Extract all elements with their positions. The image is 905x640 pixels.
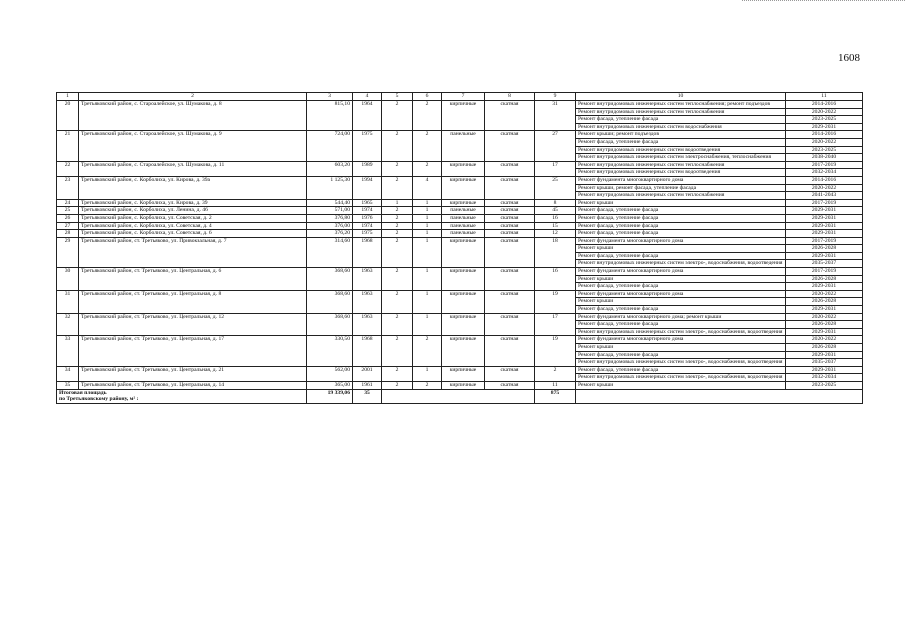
scan-edge-noise: [742, 0, 905, 3]
cell-apts: 16: [535, 214, 576, 222]
cell-wall: панельные: [442, 230, 485, 238]
cell-wall: кирпичные: [442, 366, 485, 381]
cell-n: 22: [57, 161, 79, 176]
cell-n: 26: [57, 214, 79, 222]
cell-entr: 1: [413, 207, 442, 215]
cell-work-type: Ремонт внутридомовых инженерных систем теплоснабжения: [576, 161, 786, 169]
cell-area: 376,80: [307, 214, 353, 222]
cell-work-period: 2017-2019: [786, 199, 863, 207]
cell-area: 368,60: [307, 313, 353, 336]
cell-work-type: Ремонт фасада, утепление фасада: [576, 351, 786, 359]
column-number: 8: [485, 93, 535, 101]
cell-year: 1974: [353, 207, 382, 215]
cell-work-period: 2032-2034: [786, 169, 863, 177]
cell-entr: 1: [413, 199, 442, 207]
table-row: [57, 199, 863, 207]
cell-work-type: Ремонт фасада, утепление фасада: [576, 138, 786, 146]
cell-year: 1968: [353, 237, 382, 267]
cell-floors: 2: [382, 176, 413, 199]
cell-work-type: Ремонт фундамента многоквартирного дома: [576, 237, 786, 245]
cell-work-period: 2029-2031: [786, 214, 863, 222]
cell-work-type: Ремонт внутридомовых инженерных систем теплоснабжения; ремонт подъездов: [576, 101, 786, 109]
cell-work-period: 2035-2037: [786, 260, 863, 268]
table-row: [57, 381, 863, 389]
table-row: [57, 237, 863, 245]
cell-floors: 2: [382, 222, 413, 230]
cell-year: 1994: [353, 176, 382, 199]
cell-n: 23: [57, 176, 79, 199]
cell-wall: панельные: [442, 222, 485, 230]
cell-work-period: 2029-2031: [786, 230, 863, 238]
cell-wall: кирпичные: [442, 290, 485, 313]
column-number: 4: [353, 93, 382, 101]
cell-work-period: 2029-2031: [786, 252, 863, 260]
cell-work-type: Ремонт внутридомовых инженерных систем теплоснабжения: [576, 108, 786, 116]
table-row: [57, 207, 863, 215]
cell-work-type: Ремонт фасада, утепление фасада: [576, 116, 786, 124]
cell-apts: 18: [535, 237, 576, 267]
cell-floors: 2: [382, 131, 413, 161]
cell-apts: 17: [535, 313, 576, 336]
cell-floors: 2: [382, 290, 413, 313]
cell-wall: кирпичные: [442, 268, 485, 291]
page-number: 1608: [838, 52, 860, 64]
cell-n: 32: [57, 313, 79, 336]
cell-wall: панельные: [442, 214, 485, 222]
cell-work-period: 2026-2028: [786, 245, 863, 253]
cell-year: 2001: [353, 366, 382, 381]
table-row: [57, 230, 863, 238]
cell-year: 1963: [353, 313, 382, 336]
cell-addr: Третьяковский район, ст. Третьяково, ул. Центральная, д. 17: [79, 336, 307, 366]
cell-apts: 16: [535, 268, 576, 291]
cell-entr: 2: [413, 131, 442, 161]
cell-entr: 1: [413, 366, 442, 381]
cell-work-period: 2014-2016: [786, 131, 863, 139]
cell-work-type: Ремонт крыши: [576, 381, 786, 389]
cell-area: 562,00: [307, 366, 353, 381]
cell-apts: 19: [535, 336, 576, 366]
cell-work-type: Ремонт крыши: [576, 298, 786, 306]
cell-addr: Третьяковский район, ст. Третьяково, ул. Центральная, д. 12: [79, 313, 307, 336]
table-row: [57, 161, 863, 169]
cell-work-period: 2014-2016: [786, 101, 863, 109]
cell-n: 21: [57, 131, 79, 161]
cell-apts: 17: [535, 161, 576, 176]
cell-roof: скатная: [485, 336, 535, 366]
cell-area: 544,40: [307, 199, 353, 207]
table-row: [57, 214, 863, 222]
cell-n: 33: [57, 336, 79, 366]
cell-floors: 2: [382, 101, 413, 131]
cell-work-type: Ремонт крыши: [576, 245, 786, 253]
cell-work-period: 2029-2031: [786, 351, 863, 359]
cell-addr: Третьяковский район, ст. Третьяково, ул. Центральная, д. 8: [79, 290, 307, 313]
total-spacer: [576, 389, 863, 403]
cell-entr: 2: [413, 381, 442, 389]
cell-entr: 1: [413, 290, 442, 313]
cell-work-period: 2020-2022: [786, 336, 863, 344]
cell-work-period: 2029-2031: [786, 222, 863, 230]
cell-work-type: Ремонт крыши: [576, 275, 786, 283]
table-row: [57, 290, 863, 298]
cell-work-type: Ремонт внутридомовых инженерных систем водоснабжения: [576, 123, 786, 131]
cell-work-type: Ремонт фасада, утепление фасада: [576, 230, 786, 238]
cell-work-type: Ремонт крыши: [576, 344, 786, 352]
cell-apts: 31: [535, 101, 576, 131]
cell-entr: 4: [413, 176, 442, 199]
cell-apts: 19: [535, 290, 576, 313]
cell-wall: панельные: [442, 207, 485, 215]
cell-area: 724,00: [307, 131, 353, 161]
cell-entr: 2: [413, 161, 442, 176]
cell-wall: кирпичные: [442, 161, 485, 176]
cell-addr: Третьяковский район, с. Староалейское, ул. Шумакова, д. 9: [79, 131, 307, 161]
cell-year: 1976: [353, 214, 382, 222]
cell-work-period: 2017-2019: [786, 237, 863, 245]
cell-entr: 1: [413, 313, 442, 336]
total-label: [57, 389, 307, 403]
cell-area: 1 125,30: [307, 176, 353, 199]
table-row: [57, 222, 863, 230]
cell-year: 1989: [353, 161, 382, 176]
cell-entr: 1: [413, 214, 442, 222]
cell-addr: Третьяковский район, с. Староалейское, ул. Шумакова, д. 8: [79, 101, 307, 131]
cell-n: 25: [57, 207, 79, 215]
cell-work-period: 2041-2043: [786, 192, 863, 200]
cell-work-period: 2038-2040: [786, 154, 863, 162]
cell-year: 1963: [353, 290, 382, 313]
cell-year: 1975: [353, 131, 382, 161]
cell-area: 376,20: [307, 230, 353, 238]
cell-work-type: Ремонт фундамента многоквартирного дома: [576, 336, 786, 344]
cell-apts: 11: [535, 381, 576, 389]
cell-year: 1964: [353, 101, 382, 131]
cell-work-type: Ремонт фасада, утепление фасада: [576, 222, 786, 230]
column-number: 10: [576, 93, 786, 101]
cell-work-period: 2032-2034: [786, 374, 863, 382]
cell-year: 1974: [353, 222, 382, 230]
cell-entr: 1: [413, 222, 442, 230]
total-label-line-1: Итоговая площадь: [59, 389, 107, 396]
total-row: [57, 389, 863, 403]
cell-addr: Третьяковский район, с. Корболиха, ул. Кирова, д. 39: [79, 199, 307, 207]
cell-area: 314,60: [307, 237, 353, 267]
cell-apts: 25: [535, 176, 576, 199]
cell-work-period: 2020-2022: [786, 108, 863, 116]
cell-area: 571,00: [307, 207, 353, 215]
cell-work-period: 2020-2022: [786, 290, 863, 298]
column-number: 2: [79, 93, 307, 101]
cell-area: 330,50: [307, 336, 353, 366]
cell-work-period: 2026-2028: [786, 275, 863, 283]
cell-apts: 12: [535, 230, 576, 238]
cell-floors: 2: [382, 336, 413, 366]
table-row: [57, 366, 863, 374]
cell-addr: Третьяковский район, с. Корболиха, ул. Советская, д. 4: [79, 222, 307, 230]
cell-work-type: Ремонт внутридомовых инженерных систем водоотведения: [576, 146, 786, 154]
cell-wall: кирпичные: [442, 381, 485, 389]
cell-wall: кирпичные: [442, 199, 485, 207]
cell-work-period: 2023-2025: [786, 381, 863, 389]
total-label-line-2: по Третьяковскому району, м² :: [59, 396, 139, 403]
cell-addr: Третьяковский район, с. Корболиха, ул. Советская, д. 6: [79, 230, 307, 238]
table-row: [57, 313, 863, 321]
cell-work-type: Ремонт внутридомовых инженерных систем электро-, водоснабжения, водоотведения: [576, 374, 786, 382]
cell-entr: 1: [413, 230, 442, 238]
table-row: [57, 336, 863, 344]
cell-n: 20: [57, 101, 79, 131]
cell-roof: скатная: [485, 237, 535, 267]
cell-floors: 2: [382, 381, 413, 389]
cell-work-type: Ремонт фасада, утепление фасада: [576, 214, 786, 222]
cell-entr: 2: [413, 101, 442, 131]
cell-work-type: Ремонт фасада, утепление фасада: [576, 321, 786, 329]
cell-entr: 1: [413, 237, 442, 267]
cell-area: 365,00: [307, 381, 353, 389]
cell-year: 1965: [353, 199, 382, 207]
cell-work-type: Ремонт внутридомовых инженерных систем электро-, водоснабжения, водоотведения: [576, 359, 786, 367]
cell-entr: 2: [413, 336, 442, 366]
cell-work-period: 2014-2016: [786, 176, 863, 184]
cell-roof: скатная: [485, 268, 535, 291]
table-row: [57, 268, 863, 276]
cell-roof: скатная: [485, 214, 535, 222]
cell-roof: скатная: [485, 313, 535, 336]
cell-floors: 2: [382, 237, 413, 267]
cell-work-period: 2026-2028: [786, 344, 863, 352]
cell-work-type: Ремонт внутридомовых инженерных систем электроснабжения, теплоснабжения: [576, 154, 786, 162]
cell-work-type: Ремонт фундамента многоквартирного дома: [576, 268, 786, 276]
cell-entr: 1: [413, 268, 442, 291]
cell-area: 815,10: [307, 101, 353, 131]
cell-roof: скатная: [485, 207, 535, 215]
cell-area: 368,60: [307, 268, 353, 291]
cell-addr: Третьяковский район, ст. Третьяково, ул. Центральная, д. 14: [79, 381, 307, 389]
cell-work-period: 2020-2022: [786, 184, 863, 192]
table-row: [57, 101, 863, 109]
cell-roof: скатная: [485, 222, 535, 230]
cell-roof: скатная: [485, 176, 535, 199]
cell-work-type: Ремонт внутридомовых инженерных систем электро-, водоснабжения, водоотведения: [576, 260, 786, 268]
cell-work-type: Ремонт внутридомовых инженерных систем электро-, водоснабжения, водоотведения: [576, 328, 786, 336]
cell-n: 31: [57, 290, 79, 313]
cell-floors: 2: [382, 161, 413, 176]
cell-addr: Третьяковский район, с. Староалейское, ул. Шумакова, д. 11: [79, 161, 307, 176]
cell-roof: скатная: [485, 161, 535, 176]
cell-year: 1968: [353, 336, 382, 366]
cell-floors: 2: [382, 230, 413, 238]
cell-work-period: 2017-2019: [786, 161, 863, 169]
cell-work-type: Ремонт внутридомовых инженерных систем водоотведения: [576, 169, 786, 177]
cell-year: 1963: [353, 268, 382, 291]
cell-roof: скатная: [485, 366, 535, 381]
cell-work-period: 2017-2019: [786, 268, 863, 276]
cell-work-period: 2029-2031: [786, 328, 863, 336]
cell-work-period: 2029-2031: [786, 207, 863, 215]
cell-work-type: Ремонт фасада, утепление фасада: [576, 366, 786, 374]
total-apartments: 875: [535, 389, 576, 403]
table-row: [57, 176, 863, 184]
cell-year: 1961: [353, 381, 382, 389]
cell-work-period: 2029-2031: [786, 366, 863, 374]
cell-addr: Третьяковский район, ст. Третьяково, ул. Центральная, д. 21: [79, 366, 307, 381]
cell-addr: Третьяковский район, с. Корболиха, ул. Ленина, д. 46: [79, 207, 307, 215]
column-number: 1: [57, 93, 79, 101]
cell-wall: кирпичные: [442, 237, 485, 267]
cell-roof: скатная: [485, 101, 535, 131]
column-number: 6: [413, 93, 442, 101]
cell-apts: 8: [535, 199, 576, 207]
cell-wall: панельные: [442, 131, 485, 161]
cell-n: 34: [57, 366, 79, 381]
total-area: 19 339,06: [307, 389, 353, 403]
cell-n: 28: [57, 230, 79, 238]
cell-work-type: Ремонт крыши: [576, 199, 786, 207]
cell-work-type: Ремонт фасада, утепление фасада: [576, 252, 786, 260]
cell-addr: Третьяковский район, с. Корболиха, ул. Кирова, д. 39а: [79, 176, 307, 199]
cell-work-type: Ремонт фундамента многоквартирного дома: [576, 290, 786, 298]
cell-apts: 2: [535, 366, 576, 381]
cell-work-type: Ремонт крыши, ремонт фасада, утепление фасада: [576, 184, 786, 192]
cell-floors: 2: [382, 313, 413, 336]
cell-wall: кирпичные: [442, 313, 485, 336]
cell-apts: 27: [535, 131, 576, 161]
cell-floors: 2: [382, 366, 413, 381]
cell-work-period: 2029-2031: [786, 283, 863, 291]
cell-n: 27: [57, 222, 79, 230]
cell-work-period: 2029-2031: [786, 306, 863, 314]
housing-register-table: [56, 92, 863, 404]
cell-roof: скатная: [485, 230, 535, 238]
cell-roof: скатная: [485, 131, 535, 161]
cell-work-period: 2029-2031: [786, 123, 863, 131]
cell-work-period: 2023-2025: [786, 146, 863, 154]
cell-n: 35: [57, 381, 79, 389]
cell-work-period: 2020-2022: [786, 138, 863, 146]
cell-area: 376,00: [307, 222, 353, 230]
cell-work-period: 2026-2028: [786, 321, 863, 329]
cell-work-type: Ремонт фасада, утепление фасада: [576, 306, 786, 314]
cell-work-type: Ремонт фундамента многоквартирного дома: [576, 176, 786, 184]
cell-work-period: 2026-2028: [786, 298, 863, 306]
cell-work-type: Ремонт фундамента многоквартирного дома; ремонт крыши: [576, 313, 786, 321]
cell-work-period: 2020-2022: [786, 313, 863, 321]
cell-area: 368,60: [307, 290, 353, 313]
cell-n: 29: [57, 237, 79, 267]
cell-floors: 2: [382, 207, 413, 215]
column-number: 5: [382, 93, 413, 101]
cell-n: 24: [57, 199, 79, 207]
cell-wall: кирпичные: [442, 336, 485, 366]
cell-floors: 1: [382, 199, 413, 207]
cell-year: 1975: [353, 230, 382, 238]
cell-roof: скатная: [485, 199, 535, 207]
table-row: [57, 131, 863, 139]
column-number: 11: [786, 93, 863, 101]
total-spacer: [382, 389, 535, 403]
cell-work-type: Ремонт внутридомовых инженерных систем теплоснабжения: [576, 192, 786, 200]
cell-apts: 15: [535, 222, 576, 230]
column-number: 9: [535, 93, 576, 101]
cell-apts: 45: [535, 207, 576, 215]
cell-floors: 2: [382, 268, 413, 291]
cell-work-type: Ремонт фасада, утепление фасада: [576, 207, 786, 215]
cell-wall: кирпичные: [442, 176, 485, 199]
cell-addr: Третьяковский район, ст. Третьяково, ул. Центральная, д. 6: [79, 268, 307, 291]
cell-work-type: Ремонт крыши; ремонт подъездов: [576, 131, 786, 139]
column-number: 3: [307, 93, 353, 101]
column-number: 7: [442, 93, 485, 101]
cell-wall: кирпичные: [442, 101, 485, 131]
cell-work-period: 2023-2025: [786, 116, 863, 124]
cell-n: 30: [57, 268, 79, 291]
cell-floors: 2: [382, 214, 413, 222]
cell-work-period: 2035-2037: [786, 359, 863, 367]
cell-roof: скатная: [485, 290, 535, 313]
cell-addr: Третьяковский район, с. Корболиха, ул. Советская, д. 2: [79, 214, 307, 222]
total-houses: 35: [353, 389, 382, 403]
cell-addr: Третьяковский район, ст. Третьяково, ул. Привокзальная, д. 7: [79, 237, 307, 267]
column-number-row: [57, 93, 863, 101]
cell-roof: скатная: [485, 381, 535, 389]
cell-area: 603,20: [307, 161, 353, 176]
cell-work-type: Ремонт фасада, утепление фасада: [576, 283, 786, 291]
